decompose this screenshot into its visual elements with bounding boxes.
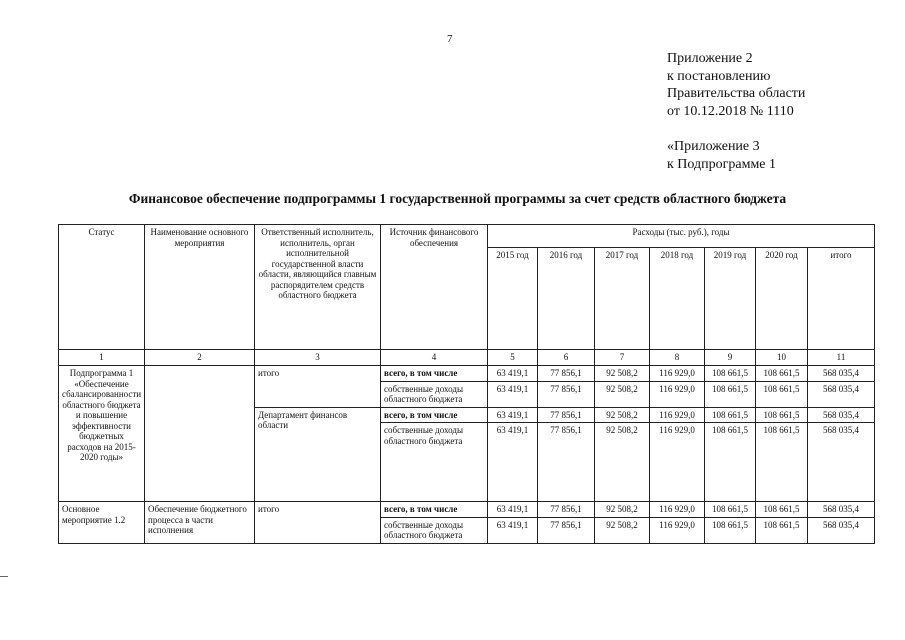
value-cell: 108 661,5 [756,517,808,543]
value-cell: 108 661,5 [756,423,808,502]
value-cell: 568 035,4 [808,366,875,382]
column-number: 9 [705,350,756,366]
header-year: 2019 год [705,248,756,350]
value-cell: 108 661,5 [705,423,756,502]
page-number: 7 [447,33,453,45]
value-cell: 63 419,1 [488,381,538,407]
source-cell: всего, в том числе [381,366,488,382]
appendix-line: от 10.12.2018 № 1110 [667,103,794,119]
column-number: 5 [488,350,538,366]
header-year: 2016 год [538,248,595,350]
value-cell: 116 929,0 [650,366,705,382]
value-cell: 108 661,5 [756,407,808,423]
value-cell: 92 508,2 [595,381,650,407]
header-year: 2017 год [595,248,650,350]
column-number: 4 [381,350,488,366]
value-cell: 108 661,5 [705,366,756,382]
value-cell: 63 419,1 [488,423,538,502]
source-cell: всего, в том числе [381,407,488,423]
appendix-line: к Подпрограмме 1 [667,156,777,172]
financing-table [58,224,875,544]
value-cell: 92 508,2 [595,407,650,423]
name-cell: Обеспечение бюджетного процесса в части исполнения [145,502,255,544]
value-cell: 63 419,1 [488,517,538,543]
header-name: Наименование основного мероприятия [145,225,255,350]
value-cell: 92 508,2 [595,423,650,502]
column-number: 6 [538,350,595,366]
value-cell: 568 035,4 [808,517,875,543]
value-cell: 92 508,2 [595,366,650,382]
appendix-header [667,50,805,120]
value-cell: 108 661,5 [705,381,756,407]
column-number: 10 [756,350,808,366]
value-cell: 92 508,2 [595,502,650,518]
value-cell: 108 661,5 [756,381,808,407]
value-cell: 108 661,5 [705,502,756,518]
source-cell: собственные доходы областного бюджета [381,381,488,407]
column-number: 7 [595,350,650,366]
value-cell: 77 856,1 [538,423,595,502]
value-cell: 108 661,5 [705,407,756,423]
header-year: 2018 год [650,248,705,350]
source-cell: всего, в том числе [381,502,488,518]
document-title: Финансовое обеспечение подпрограммы 1 государственной программы за счет средств областного бюджета [128,191,787,206]
appendix-line: Приложение 2 [667,51,753,66]
header-status: Статус [59,225,145,350]
source-cell: собственные доходы областного бюджета [381,517,488,543]
responsible-cell: Департамент финансов области [255,407,381,502]
value-cell: 77 856,1 [538,502,595,518]
header-source: Источник финансового обеспечения [381,225,488,350]
header-year: 2020 год [756,248,808,350]
responsible-cell: итого [255,366,381,408]
column-number-row [59,350,875,366]
value-cell: 568 035,4 [808,407,875,423]
value-cell: 568 035,4 [808,502,875,518]
appendix-line: к постановлению [667,68,771,84]
margin-mark [0,576,8,577]
value-cell: 77 856,1 [538,381,595,407]
appendix-line: «Приложение 3 [667,139,760,154]
appendix-line: Правительства области [667,86,806,101]
header-expenses: Расходы (тыс. руб.), годы [488,225,875,248]
column-number: 2 [145,350,255,366]
table-row [59,502,875,518]
value-cell: 108 661,5 [756,366,808,382]
value-cell: 63 419,1 [488,407,538,423]
value-cell: 116 929,0 [650,407,705,423]
column-number: 1 [59,350,145,366]
value-cell: 568 035,4 [808,423,875,502]
value-cell: 63 419,1 [488,366,538,382]
value-cell: 92 508,2 [595,517,650,543]
status-cell: Основное мероприятие 1.2 [59,502,145,544]
value-cell: 108 661,5 [705,517,756,543]
value-cell: 63 419,1 [488,502,538,518]
header-total: итого [808,248,875,350]
value-cell: 108 661,5 [756,502,808,518]
value-cell: 116 929,0 [650,517,705,543]
header-year: 2015 год [488,248,538,350]
value-cell: 568 035,4 [808,381,875,407]
name-cell [145,366,255,502]
header-responsible: Ответственный исполнитель, исполнитель, орган исполнительной государственной власти области, являющийся главным распорядителем средств областного бюджета [255,225,381,350]
value-cell: 77 856,1 [538,517,595,543]
appendix-subheader [667,138,776,173]
responsible-cell: итого [255,502,381,544]
value-cell: 116 929,0 [650,502,705,518]
column-number: 3 [255,350,381,366]
status-cell: Подпрограмма 1 «Обеспечение сбалансированности областного бюджета и повышение эффективности бюджетных расходов на 2015-2020 годы» [59,366,145,502]
value-cell: 116 929,0 [650,423,705,502]
value-cell: 77 856,1 [538,407,595,423]
header-row [59,225,875,248]
column-number: 11 [808,350,875,366]
value-cell: 116 929,0 [650,381,705,407]
column-number: 8 [650,350,705,366]
table-row [59,366,875,382]
value-cell: 77 856,1 [538,366,595,382]
source-cell: собственные доходы областного бюджета [381,423,488,502]
